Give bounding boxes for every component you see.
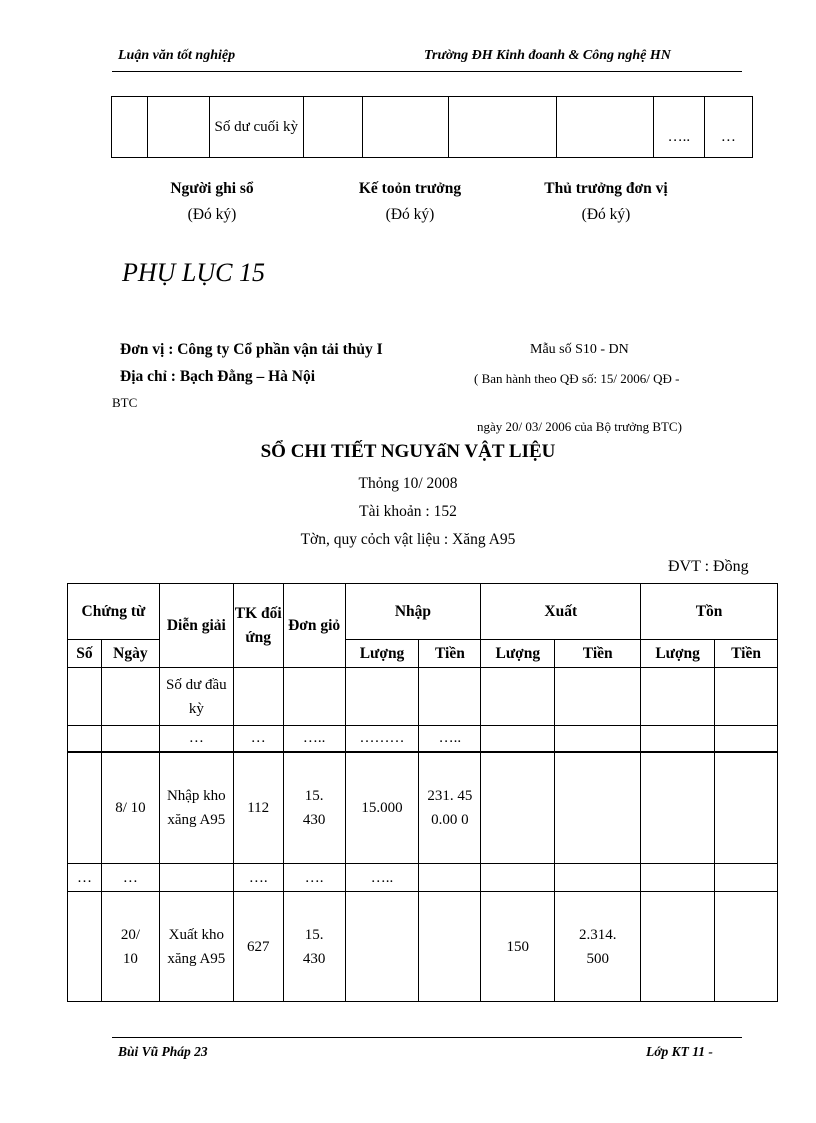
- row-dien-giai: Số dư đầu kỳ: [159, 668, 233, 726]
- unit-name: Đơn vị : Công ty Cổ phần vận tải thủy I: [120, 341, 383, 358]
- signature-note: (Đó ký): [187, 206, 237, 223]
- form-number: Mẫu số S10 - DN: [530, 342, 629, 357]
- header-xuat: Xuất: [481, 584, 641, 640]
- row-tien-xuat: 2.314. 500: [555, 892, 641, 1002]
- header-tien-xuat: Tiền: [555, 640, 641, 668]
- row-dien-giai: …: [159, 726, 233, 752]
- signature-role: Người ghi sổ: [170, 180, 254, 197]
- header-don-gia: Đơn giỏ: [283, 584, 345, 668]
- row-luong-nhap: ………: [345, 726, 419, 752]
- row-tk: 112: [233, 752, 283, 864]
- row-ngay: 8/ 10: [101, 752, 159, 864]
- row-luong-nhap: 15.000: [345, 752, 419, 864]
- issued-by-btc: BTC: [112, 395, 138, 410]
- header-luong-nhap: Lượng: [345, 640, 419, 668]
- row-so: …: [68, 864, 102, 892]
- row-ngay: 20/ 10: [101, 892, 159, 1002]
- header-dien-giai: Diễn giải: [159, 584, 233, 668]
- table-row: [68, 668, 778, 726]
- book-month: Thỏng 10/ 2008: [358, 475, 458, 492]
- table-row: [68, 726, 778, 752]
- cell: [557, 97, 654, 158]
- cell: [363, 97, 448, 158]
- issued-by: ( Ban hành theo QĐ số: 15/ 2006/ QĐ -: [474, 371, 680, 386]
- signature-note: (Đó ký): [385, 206, 435, 223]
- header-tien-ton: Tiền: [715, 640, 778, 668]
- row-don-gia: 15. 430: [283, 752, 345, 864]
- row-luong-xuat: 150: [481, 892, 555, 1002]
- signature-recorder: [142, 176, 282, 228]
- row-ngay: …: [101, 864, 159, 892]
- row-dien-giai: Xuất kho xăng A95: [159, 892, 233, 1002]
- signature-chief-accountant: [330, 176, 490, 228]
- row-don-gia: 15. 430: [283, 892, 345, 1002]
- header-ton: Tồn: [641, 584, 778, 640]
- header-tien-nhap: Tiền: [419, 640, 481, 668]
- row-tk: 627: [233, 892, 283, 1002]
- header-right: Trường ĐH Kinh đoanh & Công nghệ HN: [424, 48, 671, 63]
- closing-dots-1: …..: [654, 97, 704, 158]
- header-ngay: Ngày: [101, 640, 159, 668]
- appendix-title: PHỤ LỤC 15: [122, 258, 266, 287]
- cell: [112, 97, 148, 158]
- row-tk: …: [233, 726, 283, 752]
- table-row: [68, 752, 778, 864]
- closing-dots-2: …: [704, 97, 752, 158]
- row-luong-nhap: …..: [345, 864, 419, 892]
- row-dien-giai: Nhập kho xăng A95: [159, 752, 233, 864]
- row-don-gia: …..: [283, 726, 345, 752]
- table-row: [68, 892, 778, 1002]
- signature-role: Kế toỏn trưởng: [358, 180, 462, 197]
- header-chung-tu: Chứng từ: [68, 584, 160, 640]
- closing-balance-table: [111, 96, 753, 158]
- table-row: [68, 864, 778, 892]
- header-luong-xuat: Lượng: [481, 640, 555, 668]
- book-material: Tờn, quy cỏch vật liệu : Xăng A95: [300, 531, 516, 548]
- cell: [148, 97, 210, 158]
- currency-unit: ĐVT : Đồng: [668, 558, 749, 575]
- row-tien-nhap: 231. 450.00 0: [419, 752, 481, 864]
- footer-right: Lớp KT 11 -: [646, 1044, 713, 1059]
- header-so: Số: [68, 640, 102, 668]
- cell: [303, 97, 363, 158]
- signature-head: [516, 176, 696, 228]
- cell: [448, 97, 557, 158]
- header-luong-ton: Lượng: [641, 640, 715, 668]
- footer-left: Bùi Vũ Pháp 23: [118, 1044, 208, 1059]
- row-tien-nhap: …..: [419, 726, 481, 752]
- row-tk: ….: [233, 864, 283, 892]
- book-title: SỔ CHI TIẾT NGUYấN VẬT LIỆU: [260, 441, 556, 462]
- closing-balance-label: Số dư cuối kỳ: [209, 97, 303, 158]
- unit-address: Địa chỉ : Bạch Đằng – Hà Nội: [120, 368, 316, 385]
- header-nhap: Nhập: [345, 584, 481, 640]
- ledger-table: [67, 583, 778, 1002]
- header-divider: [112, 71, 742, 72]
- footer-divider: [112, 1037, 742, 1038]
- book-account: Tài khoản : 152: [359, 503, 457, 520]
- signature-note: (Đó ký): [581, 206, 631, 223]
- issued-date: ngày 20/ 03/ 2006 của Bộ trưởng BTC): [477, 419, 682, 434]
- header-left: Luận văn tốt nghiệp: [118, 48, 236, 63]
- header-tk-doi-ung: TK đối ứng: [233, 584, 283, 668]
- row-don-gia: ….: [283, 864, 345, 892]
- signature-role: Thủ trưởng đơn vị: [544, 180, 668, 197]
